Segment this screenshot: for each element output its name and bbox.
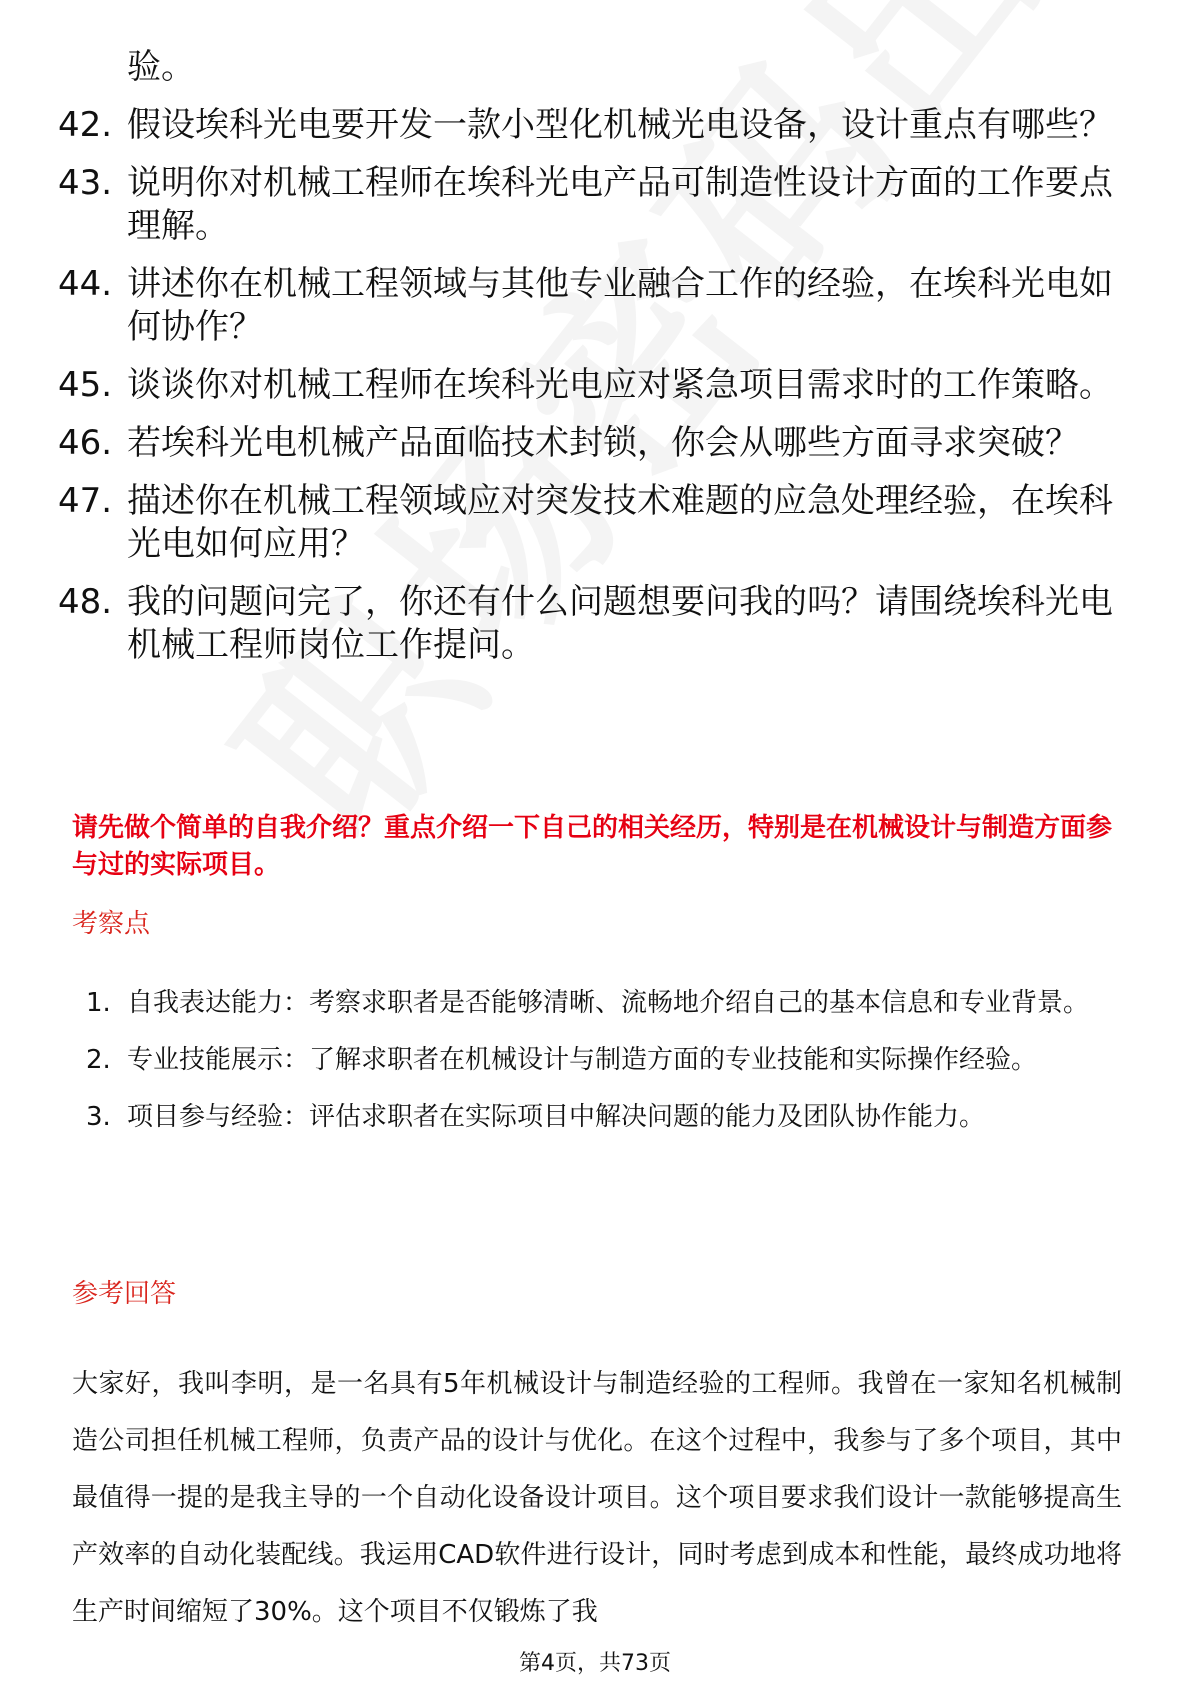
assessment-text: 自我表达能力：考察求职者是否能够清晰、流畅地介绍自己的基本信息和专业背景。 [127,988,1090,1018]
continuation-text: 验。 [127,47,195,87]
question-item [0,263,1190,349]
question-list [0,46,1190,682]
question-text: 讲述你在机械工程领域与其他专业融合工作的经验，在埃科光电如何协作？ [127,264,1113,347]
question-number: 47. [58,481,113,521]
question-item [0,581,1190,667]
assessment-item [0,1032,1190,1089]
question-text: 说明你对机械工程师在埃科光电产品可制造性设计方面的工作要点理解。 [127,163,1113,246]
assessment-text: 项目参与经验：评估求职者在实际项目中解决问题的能力及团队协作能力。 [127,1102,986,1132]
featured-question: 请先做个简单的自我介绍？重点介绍一下自己的相关经历，特别是在机械设计与制造方面参与过的实际项目。 [72,813,1113,880]
assessment-text: 专业技能展示：了解求职者在机械设计与制造方面的专业技能和实际操作经验。 [127,1045,1038,1075]
assessment-number: 1. [86,988,111,1018]
question-number: 46. [58,423,113,463]
assessment-item [0,1089,1190,1146]
question-number: 42. [58,105,113,145]
assessment-heading: 考察点 [72,909,151,939]
reference-heading: 参考回答 [72,1279,177,1309]
question-item [0,104,1190,147]
question-item [0,480,1190,566]
question-text: 若埃科光电机械产品面临技术封锁，你会从哪些方面寻求突破？ [127,423,1079,463]
question-text: 描述你在机械工程领域应对突发技术难题的应急处理经验，在埃科光电如何应用？ [127,481,1113,564]
question-item [0,162,1190,248]
question-item [0,422,1190,465]
question-number: 43. [58,163,113,203]
question-number: 44. [58,264,113,304]
question-text: 假设埃科光电要开发一款小型化机械光电设备，设计重点有哪些？ [127,105,1113,145]
assessment-item [0,975,1190,1032]
question-text: 谈谈你对机械工程师在埃科光电应对紧急项目需求时的工作策略。 [127,365,1113,405]
question-number: 48. [58,582,113,622]
assessment-number: 3. [86,1102,111,1132]
reference-answer: 大家好，我叫李明，是一名具有5年机械设计与制造经验的工程师。我曾在一家知名机械制造公司担任机械工程师，负责产品的设计与优化。在这个过程中，我参与了多个项目，其中最值得一提的是我主导的一个自动化设备设计项目。这个项目要求我们设计一款能够提高生产效率的自动化装配线。我运用CAD软件进行设计，同时考虑到成本和性能，最终成功地将生产时间缩短了30%。这个项目不仅锻炼了我 [72,1369,1122,1627]
page-number: 第4页，共73页 [519,1651,671,1676]
question-number: 45. [58,365,113,405]
assessment-list [0,975,1190,1146]
question-text: 我的问题问完了，你还有什么问题想要问我的吗？请围绕埃科光电机械工程师岗位工作提问。 [127,582,1113,665]
assessment-number: 2. [86,1045,111,1075]
question-item [0,364,1190,407]
